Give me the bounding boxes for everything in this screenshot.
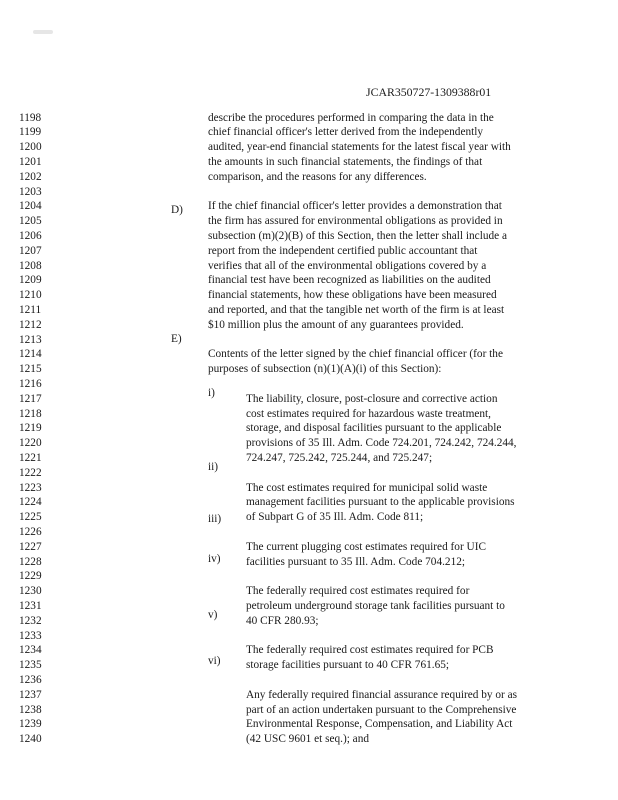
line-number: 1198: [19, 111, 42, 124]
line-number: 1224: [19, 496, 42, 509]
line-number: 1215: [19, 363, 42, 376]
text-line: cost estimates required for hazardous waste treatment,: [246, 407, 491, 420]
line-number: 1232: [19, 614, 42, 627]
line-number: 1238: [19, 703, 42, 716]
line-number: 1236: [19, 673, 42, 686]
line-number: 1240: [19, 733, 42, 746]
line-number: 1207: [19, 244, 42, 257]
line-number: 1212: [19, 318, 42, 331]
text-line: (42 USC 9601 et seq.); and: [246, 733, 369, 746]
text-line: the amounts in such financial statements, the findings of that: [208, 155, 483, 168]
text-line: 40 CFR 280.93;: [246, 614, 319, 627]
line-number: 1231: [19, 599, 42, 612]
line-number: 1205: [19, 215, 42, 228]
text-line: The current plugging cost estimates required for UIC: [246, 540, 486, 553]
line-number: 1200: [19, 141, 42, 154]
line-number: 1214: [19, 348, 42, 361]
text-line: chief financial officer's letter derived from the independently: [208, 126, 484, 139]
line-number: 1237: [19, 688, 42, 701]
line-number: 1223: [19, 481, 42, 494]
line-number: 1229: [19, 570, 42, 583]
text-line: and reported, and that the tangible net worth of the firm is at least: [208, 303, 505, 316]
line-number: 1235: [19, 659, 42, 672]
text-line: provisions of 35 Ill. Adm. Code 724.201, 724.242, 724.244,: [246, 437, 517, 450]
text-line: Contents of the letter signed by the chief financial officer (for the: [208, 348, 503, 361]
text-line: comparison, and the reasons for any differences.: [208, 170, 427, 183]
marker-E: E): [171, 333, 182, 345]
line-number: 1201: [19, 155, 42, 168]
line-number: 1221: [19, 451, 42, 464]
line-number: 1228: [19, 555, 42, 568]
text-line: Environmental Response, Compensation, and Liability Act: [246, 718, 513, 731]
text-line: The cost estimates required for municipal solid waste: [246, 481, 488, 494]
document-id-header: JCAR350727-1309388r01: [366, 85, 492, 99]
text-line: The federally required cost estimates required for PCB: [246, 644, 494, 657]
line-number: 1234: [19, 644, 42, 657]
line-number: 1218: [19, 407, 42, 420]
text-line: 724.247, 725.242, 725.244, and 725.247;: [246, 451, 433, 464]
marker-i: i): [208, 387, 215, 399]
text-line: storage facilities pursuant to 40 CFR 761.65;: [246, 659, 450, 672]
line-number: 1227: [19, 540, 42, 553]
marker-iv: iv): [208, 553, 221, 565]
line-number: 1220: [19, 437, 42, 450]
text-line: report from the independent certified public accountant that: [208, 244, 478, 257]
text-line: The liability, closure, post-closure and corrective action: [246, 392, 498, 405]
line-number: 1202: [19, 170, 42, 183]
line-number: 1213: [19, 333, 42, 346]
marker-iii: iii): [208, 513, 222, 525]
text-line: audited, year-end financial statements for the latest fiscal year with: [208, 141, 511, 154]
line-number: 1206: [19, 229, 42, 242]
marker-vi: vi): [208, 655, 221, 667]
line-number: 1233: [19, 629, 42, 642]
line-number: 1239: [19, 718, 42, 731]
line-number: 1204: [19, 200, 42, 213]
line-number: 1211: [19, 303, 42, 316]
line-number: 1230: [19, 585, 42, 598]
line-number: 1203: [19, 185, 42, 198]
scan-smudge: [33, 30, 53, 34]
text-line: the firm has assured for environmental obligations as provided in: [208, 215, 503, 228]
text-line: describe the procedures performed in comparing the data in the: [208, 111, 494, 124]
line-number: 1208: [19, 259, 42, 272]
text-line: subsection (m)(2)(B) of this Section, then the letter shall include a: [208, 229, 507, 242]
text-line: storage, and disposal facilities pursuant to the applicable: [246, 422, 502, 435]
line-number: 1199: [19, 126, 42, 139]
text-line: facilities pursuant to 35 Ill. Adm. Code 704.212;: [246, 555, 466, 568]
line-number: 1225: [19, 511, 42, 524]
line-number: 1216: [19, 377, 42, 390]
line-number: 1209: [19, 274, 42, 287]
line-number: 1219: [19, 422, 42, 435]
line-number: 1217: [19, 392, 42, 405]
line-number: 1210: [19, 289, 42, 302]
marker-v: v): [208, 609, 218, 621]
text-line: Any federally required financial assurance required by or as: [246, 688, 518, 701]
marker-D: D): [171, 204, 183, 216]
line-number: 1222: [19, 466, 42, 479]
marker-ii: ii): [208, 461, 219, 473]
text-line: management facilities pursuant to the applicable provisions: [246, 496, 515, 509]
text-line: financial statements, how these obligations have been measured: [208, 289, 497, 302]
text-line: petroleum underground storage tank facilities pursuant to: [246, 599, 505, 612]
text-line: verifies that all of the environmental obligations covered by a: [208, 259, 487, 272]
text-line: of Subpart G of 35 Ill. Adm. Code 811;: [246, 511, 424, 524]
text-line: purposes of subsection (n)(1)(A)(i) of this Section):: [208, 363, 442, 376]
line-number: 1226: [19, 525, 42, 538]
text-line: financial test have been recognized as liabilities on the audited: [208, 274, 491, 287]
text-line: If the chief financial officer's letter provides a demonstration that: [208, 200, 502, 213]
text-line: $10 million plus the amount of any guarantees provided.: [208, 318, 464, 331]
text-line: The federally required cost estimates required for: [246, 585, 470, 598]
text-line: part of an action undertaken pursuant to the Comprehensive: [246, 703, 517, 716]
